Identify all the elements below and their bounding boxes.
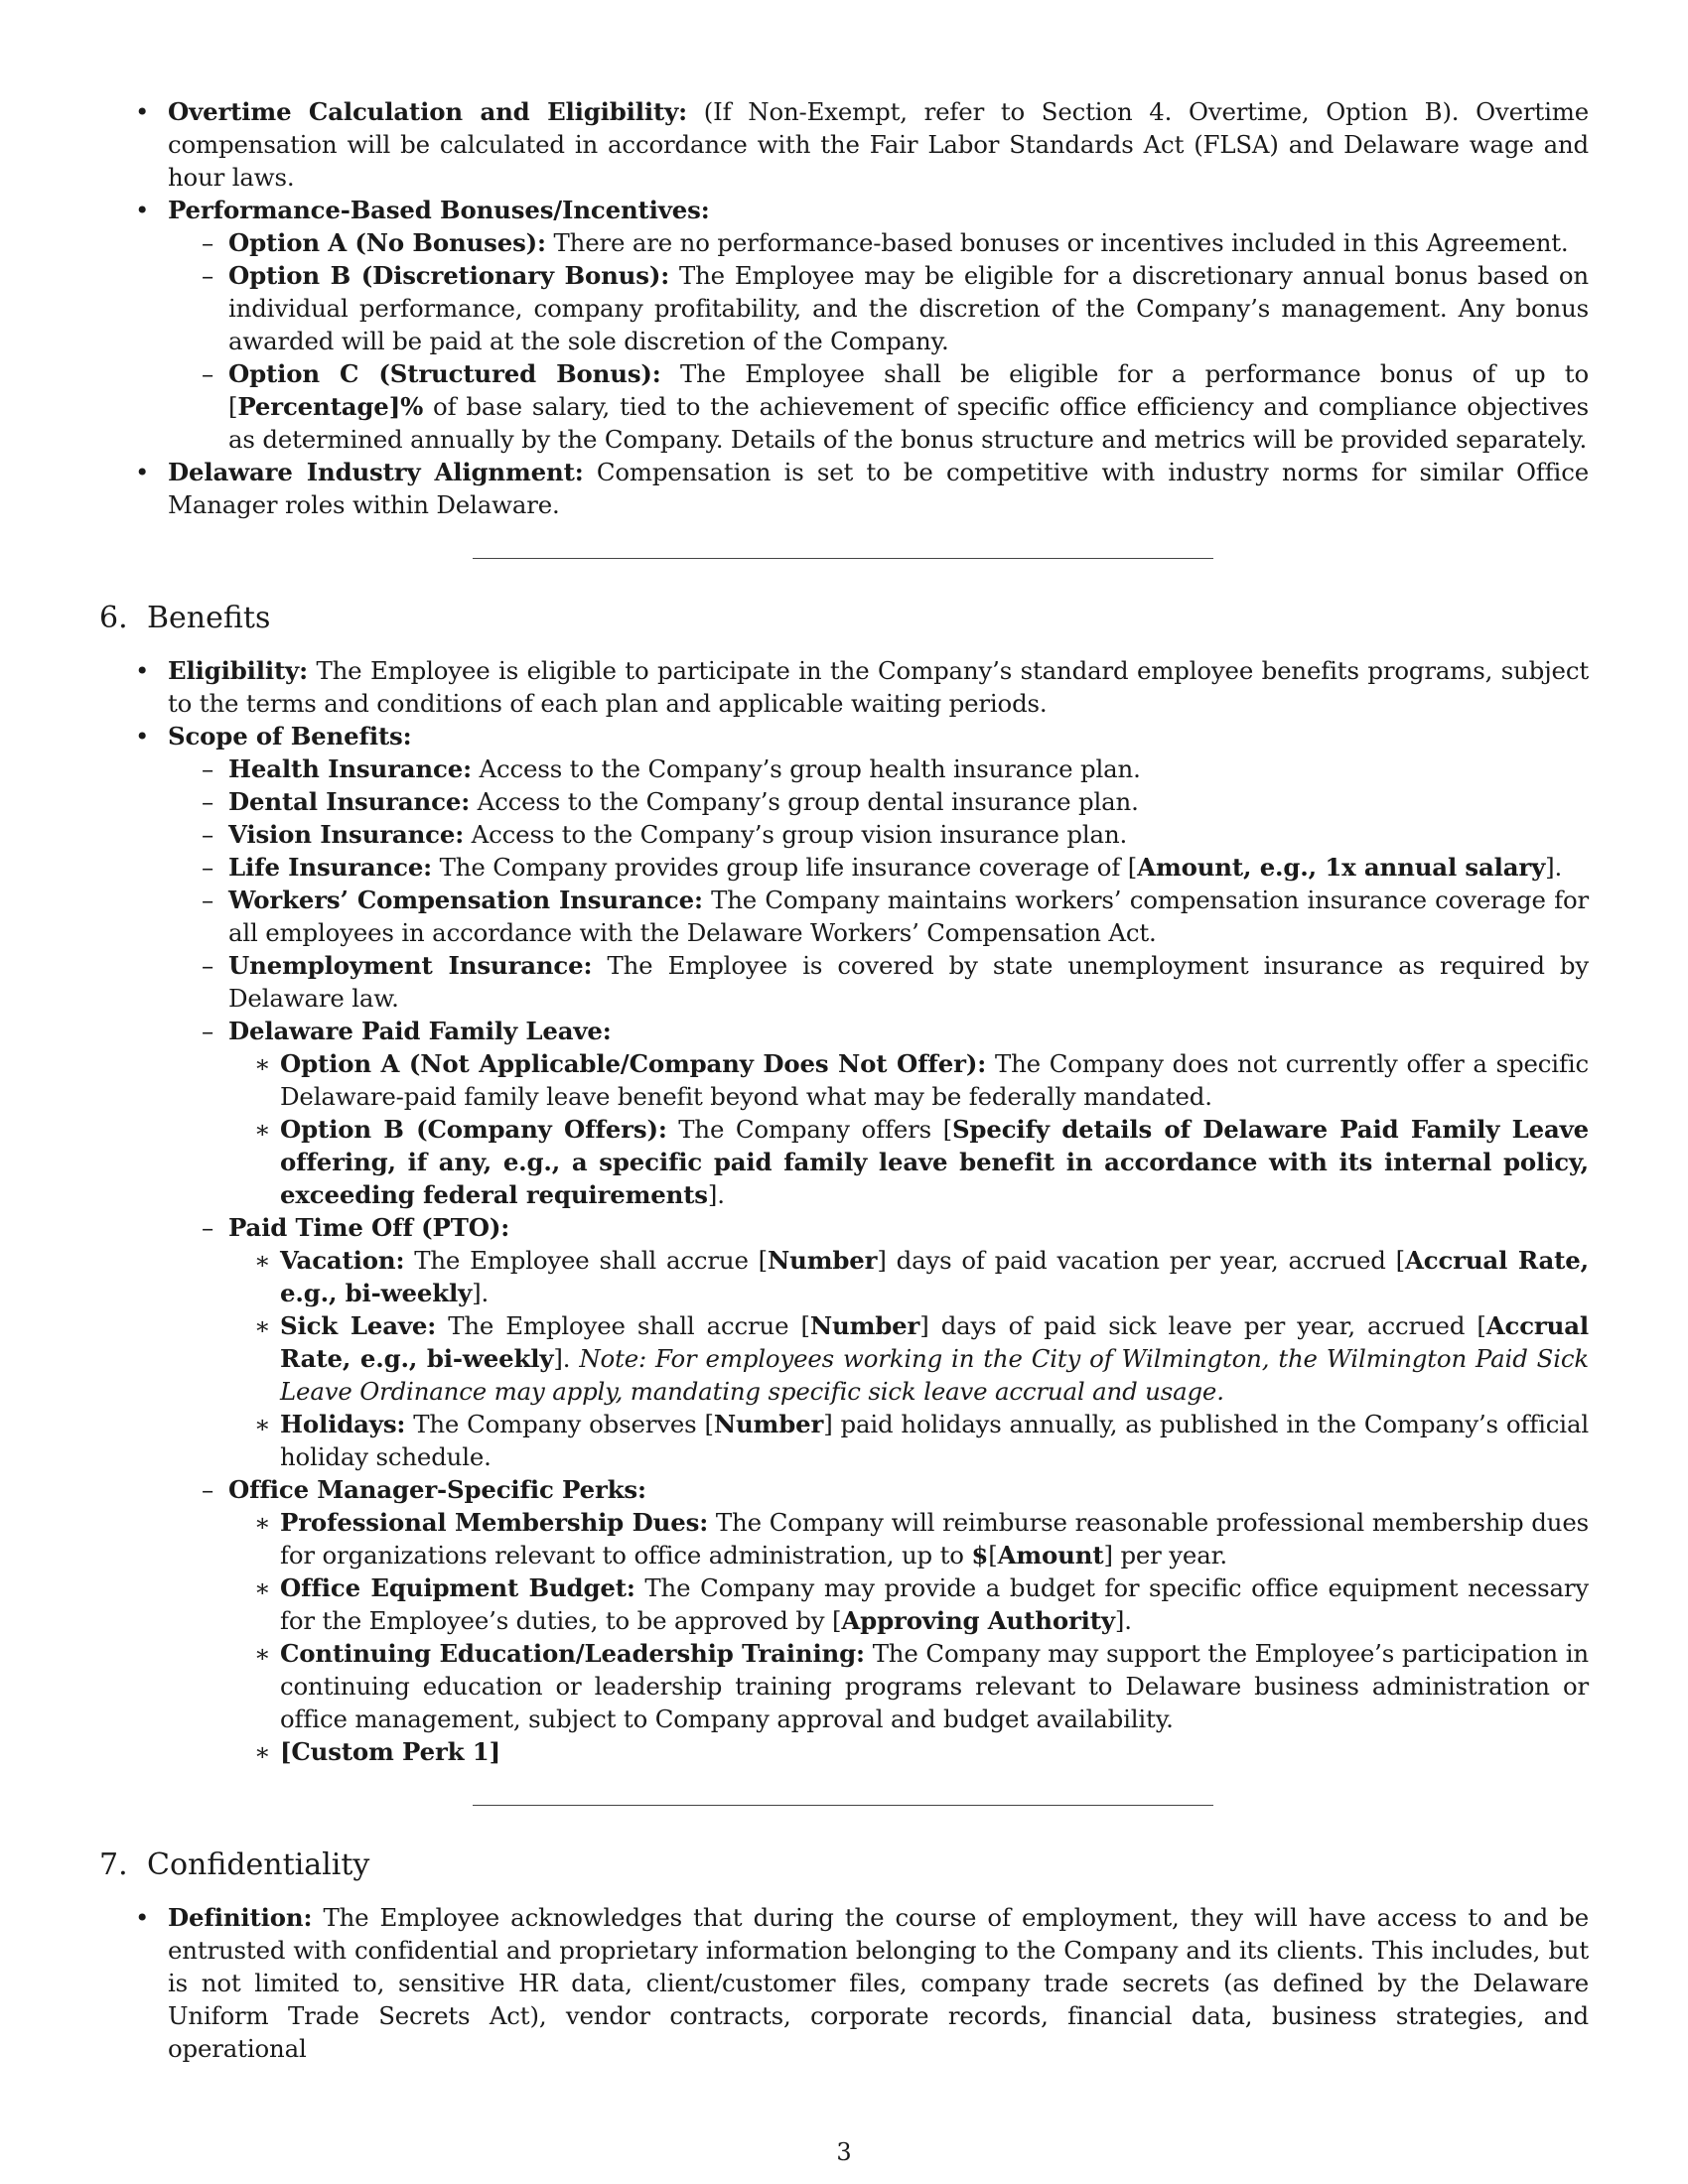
placeholder-field: Approving Authority: [841, 1606, 1115, 1635]
option-text: The Employee may be eligible for a discretionary annual bonus based on individual performance, company profitability, and the discretion of the Company’s management. Any bonus awarded will be paid at the sole discretion of the Company.: [228, 261, 1589, 355]
item-text: Compensation is set to be competitive with industry norms for similar Office Manager roles within Delaware.: [168, 458, 1589, 519]
benefits-list: [99, 654, 1589, 1768]
item-title: Vacation:: [280, 1246, 405, 1275]
benefit-vision: [168, 818, 1589, 851]
section-number: 7.: [99, 1847, 128, 1882]
item-title: Eligibility:: [168, 656, 308, 685]
benefit-workers-comp: [168, 884, 1589, 949]
item-title: Unemployment Insurance:: [228, 951, 593, 980]
pto-sick-leave: [228, 1309, 1589, 1408]
option-text: ].: [707, 1180, 725, 1209]
benefit-unemployment: [168, 949, 1589, 1015]
scope-list: [168, 752, 1589, 1768]
item-text: The Company provides group life insurance coverage of [: [432, 853, 1138, 882]
section-heading-benefits: [99, 599, 1589, 638]
perk-continuing-education: [228, 1637, 1589, 1735]
item-text: ] days of paid vacation per year, accrued [: [877, 1246, 1405, 1275]
option-text: The Company does not currently offer a specific Delaware-paid family leave benefit beyond what may be federally mandated.: [280, 1049, 1589, 1111]
placeholder-field: Accrual Rate, e.g., bi-weekly: [280, 1311, 1589, 1373]
bracket: [: [280, 1737, 292, 1766]
pto-vacation: [228, 1244, 1589, 1309]
item-text: The Employee shall accrue [: [404, 1246, 768, 1275]
benefit-pto: [168, 1211, 1589, 1473]
perk-membership-dues: [228, 1506, 1589, 1571]
item-title: Dental Insurance:: [228, 787, 471, 816]
item-title: Delaware Paid Family Leave:: [228, 1017, 612, 1045]
item-text: The Employee acknowledges that during the course of employment, they will have access to and be entrusted with confidential and proprietary information belonging to the Company and its clients. This includes, but is not limited to, sensitive HR data, client/customer files, company trade secrets (as defined by the Delaware Uniform Trade Secrets Act), vendor contracts, corporate records, financial data, business strategies, and operational: [168, 1903, 1589, 2063]
item-text: The Employee is covered by state unemployment insurance as required by Delaware law.: [228, 951, 1589, 1013]
benefit-perks: [168, 1473, 1589, 1768]
item-text: The Company will reimburse reasonable professional membership dues for organizations relevant to office administration, up to: [280, 1508, 1589, 1570]
item-title: Paid Time Off (PTO):: [228, 1213, 510, 1242]
bracket: ]: [489, 1737, 500, 1766]
bonus-options: [168, 226, 1589, 456]
benefit-health: [168, 752, 1589, 785]
item-text: ] per year.: [1103, 1541, 1228, 1570]
placeholder-field: Amount: [997, 1541, 1104, 1570]
item-title: Vision Insurance:: [228, 820, 465, 849]
list-item-definition: [99, 1901, 1589, 2065]
pfl-option-b: [228, 1113, 1589, 1211]
item-title: Life Insurance:: [228, 853, 433, 882]
perk-custom: [228, 1735, 1589, 1768]
item-title: Continuing Education/Leadership Training:: [280, 1639, 865, 1668]
item-text: Access to the Company’s group health insurance plan.: [471, 754, 1141, 783]
option-title: Option B (Company Offers):: [280, 1115, 667, 1144]
option-text: The Company offers [: [666, 1115, 952, 1144]
item-title: Professional Membership Dues:: [280, 1508, 709, 1537]
item-text: ].: [553, 1344, 580, 1373]
item-text: The Employee shall accrue [: [436, 1311, 810, 1340]
item-title: Office Manager-Specific Perks:: [228, 1475, 646, 1504]
perk-equipment-budget: [228, 1571, 1589, 1637]
bonus-option-c: [168, 357, 1589, 456]
section-divider: [473, 1805, 1213, 1806]
bonus-option-a: [168, 226, 1589, 259]
page-number: 3: [836, 2138, 852, 2166]
item-text: Access to the Company’s group dental insurance plan.: [470, 787, 1139, 816]
section5-list: [99, 95, 1589, 521]
item-text: ] days of paid sick leave per year, accrued [: [919, 1311, 1486, 1340]
pto-holidays: [228, 1408, 1589, 1473]
pto-list: [228, 1244, 1589, 1473]
placeholder-field: Accrual Rate, e.g., bi-weekly: [280, 1246, 1589, 1307]
item-text: ].: [1545, 853, 1563, 882]
placeholder-field: Number: [713, 1410, 824, 1438]
note-text: Note: For employees working in the City of Wilmington, the Wilmington Paid Sick Leave Ordinance may apply, mandating specific sick leave accrual and usage.: [280, 1344, 1589, 1406]
item-title: Health Insurance:: [228, 754, 472, 783]
item-text: ].: [472, 1279, 490, 1307]
item-title: Overtime Calculation and Eligibility:: [168, 97, 688, 126]
item-text: ].: [1114, 1606, 1132, 1635]
benefit-dental: [168, 785, 1589, 818]
option-title: Option A (Not Applicable/Company Does Not Offer):: [280, 1049, 987, 1078]
option-text: The Employee shall be eligible for a performance bonus of up to [: [228, 359, 1589, 421]
placeholder-field: Amount, e.g., 1x annual salary: [1137, 853, 1546, 882]
section-divider: [473, 558, 1213, 559]
item-text: The Employee is eligible to participate in the Company’s standard employee benefits programs, subject to the terms and conditions of each plan and applicable waiting periods.: [168, 656, 1589, 718]
option-title: Option A (No Bonuses):: [228, 228, 546, 257]
list-item-eligibility: [99, 654, 1589, 720]
section-heading-confidentiality: [99, 1845, 1589, 1885]
list-item-overtime: [99, 95, 1589, 194]
item-title: Definition:: [168, 1903, 313, 1932]
item-title: Performance-Based Bonuses/Incentives:: [168, 196, 710, 224]
currency-symbol: $: [971, 1541, 989, 1570]
bonus-option-b: [168, 259, 1589, 357]
list-item-alignment: [99, 456, 1589, 521]
item-text: The Company may support the Employee’s participation in continuing education or leadership training programs relevant to Delaware business administration or office management, subject to Company approval and budget availability.: [280, 1639, 1589, 1733]
benefit-life: [168, 851, 1589, 884]
placeholder-field: Percentage: [237, 392, 389, 421]
placeholder-field: Number: [809, 1311, 920, 1340]
item-text: [: [988, 1541, 998, 1570]
option-text: ]%: [388, 392, 424, 421]
pfl-options: [228, 1047, 1589, 1211]
list-item-bonuses: [99, 194, 1589, 456]
item-title: Scope of Benefits:: [168, 722, 412, 751]
list-item-scope: [99, 720, 1589, 1768]
item-text: ] paid holidays annually, as published in the Company’s official holiday schedule.: [280, 1410, 1589, 1471]
perks-list: [228, 1506, 1589, 1768]
option-title: Option B (Discretionary Bonus):: [228, 261, 670, 290]
item-text: (If Non-Exempt, refer to Section 4. Overtime, Option B). Overtime compensation will be calculated in accordance with the Fair Labor Standards Act (FLSA) and Delaware wage and hour laws.: [168, 97, 1589, 192]
confidentiality-list: [99, 1901, 1589, 2065]
document-page: [99, 95, 1589, 2065]
option-title: Option C (Structured Bonus):: [228, 359, 661, 388]
pfl-option-a: [228, 1047, 1589, 1113]
section-title: Confidentiality: [147, 1847, 370, 1882]
item-text: The Company observes [: [405, 1410, 714, 1438]
item-text: The Company may provide a budget for specific office equipment necessary for the Employee’s duties, to be approved by [: [280, 1573, 1589, 1635]
benefit-paid-family-leave: [168, 1015, 1589, 1211]
option-text: There are no performance-based bonuses or incentives included in this Agreement.: [545, 228, 1569, 257]
item-title: Office Equipment Budget:: [280, 1573, 635, 1602]
option-text: of base salary, tied to the achievement of specific office efficiency and compliance objectives as determined annually by the Company. Details of the bonus structure and metrics will be provided separately.: [228, 392, 1589, 454]
placeholder-field: Custom Perk 1: [291, 1737, 490, 1766]
item-text: The Company maintains workers’ compensation insurance coverage for all employees in accordance with the Delaware Workers’ Compensation Act.: [228, 886, 1589, 947]
item-title: Sick Leave:: [280, 1311, 437, 1340]
item-title: Delaware Industry Alignment:: [168, 458, 584, 486]
item-title: Holidays:: [280, 1410, 406, 1438]
item-text: Access to the Company’s group vision insurance plan.: [464, 820, 1128, 849]
placeholder-field: Number: [767, 1246, 878, 1275]
section-title: Benefits: [147, 601, 271, 635]
section-number: 6.: [99, 601, 128, 635]
item-title: Workers’ Compensation Insurance:: [228, 886, 703, 914]
placeholder-field: Specify details of Delaware Paid Family Leave offering, if any, e.g., a specific paid family leave benefit in accordance with its internal policy, exceeding federal requirements: [280, 1115, 1589, 1209]
